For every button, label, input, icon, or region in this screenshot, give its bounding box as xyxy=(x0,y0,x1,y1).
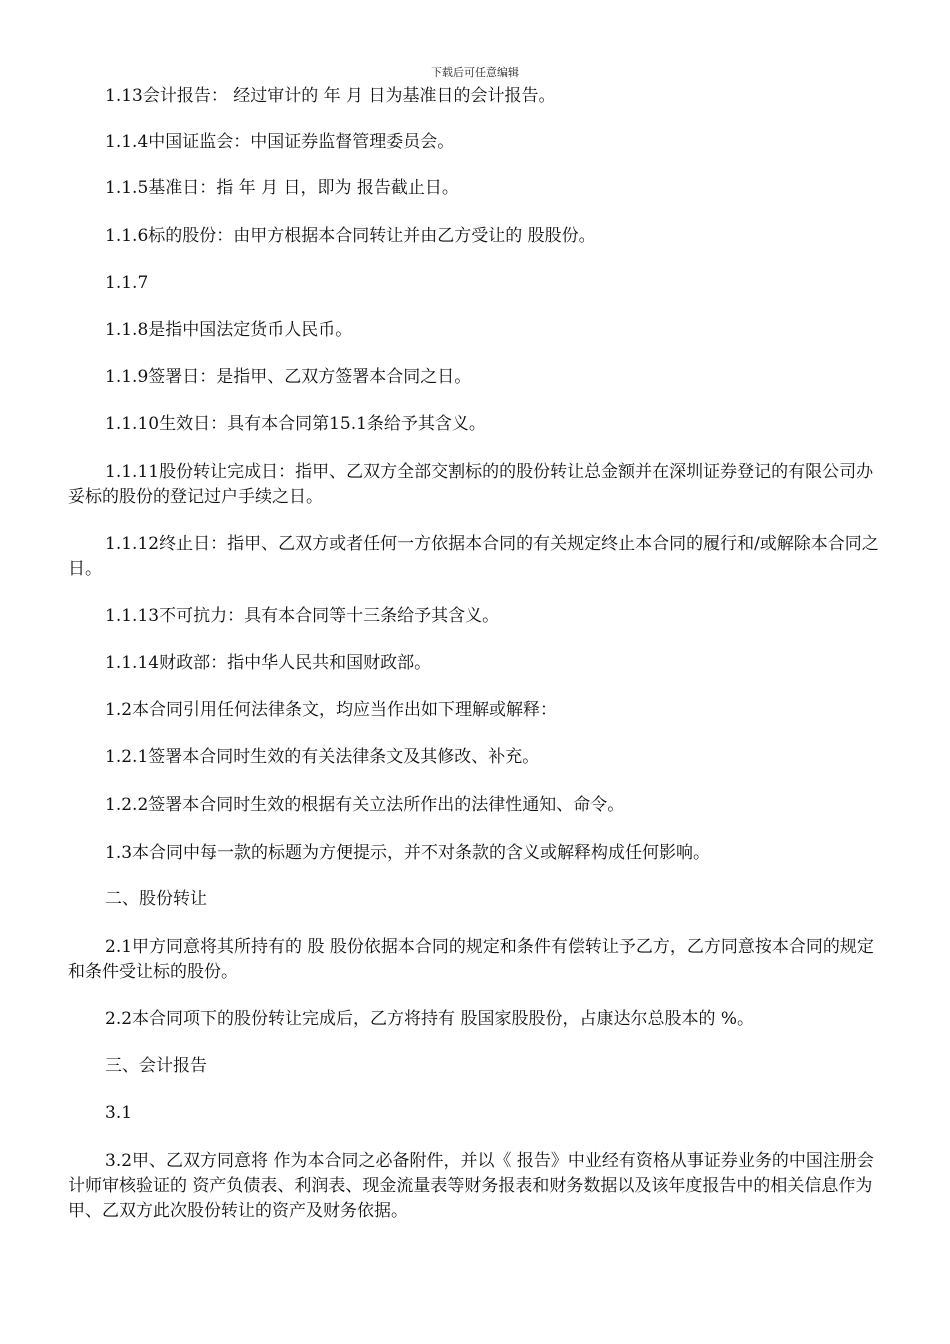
clause-2-2: 2.2本合同项下的股份转让完成后，乙方将持有 股国家股股份，占康达尔总股本的 %。 xyxy=(105,1009,754,1029)
clause-1-1-14: 1.1.14财政部：指中华人民共和国财政部。 xyxy=(105,653,432,673)
clause-1-1-5: 1.1.5基准日：指 年 月 日，即为 报告截止日。 xyxy=(105,178,459,198)
clause-1-3: 1.3本合同中每一款的标题为方便提示，并不对条款的含义或解释构成任何影响。 xyxy=(105,843,711,863)
clause-1-1-13: 1.1.13不可抗力：具有本合同等十三条给予其含义。 xyxy=(105,606,500,626)
clause-1-1-10: 1.1.10生效日：具有本合同第15.1条给予其含义。 xyxy=(105,414,486,434)
clause-1-1-4: 1.1.4中国证监会：中国证券监督管理委员会。 xyxy=(105,132,455,152)
clause-1-1-12: 1.1.12终止日：指甲、乙双方或者任何一方依据本合同的有关规定终止本合同的履行和/或解除本合同之日。 xyxy=(68,534,879,579)
clause-1-2-1: 1.2.1签署本合同时生效的有关法律条文及其修改、补充。 xyxy=(105,747,540,767)
clause-1-1-3: 1.13会计报告： 经过审计的 年 月 日为基准日的会计报告。 xyxy=(105,86,556,106)
clause-1-1-8: 1.1.8是指中国法定货币人民币。 xyxy=(105,320,353,340)
section-heading-3: 三、会计报告 xyxy=(105,1056,207,1076)
clause-2-1: 2.1甲方同意将其所持有的 股 股份依据本合同的规定和条件有偿转让予乙方，乙方同意按本合同的规定和条件受让标的股份。 xyxy=(68,937,874,982)
clause-3-2: 3.2甲、乙双方同意将 作为本合同之必备附件，并以《 报告》中业经有资格从事证券业务的中国注册会计师审核验证的 资产负债表、利润表、现金流量表等财务报表和财务数据以及该年度报告中的相关信息作为甲、乙双方此次股份转让的资产及财务依据。 xyxy=(68,1151,874,1221)
clause-1-1-6: 1.1.6标的股份：由甲方根据本合同转让并由乙方受让的 股股份。 xyxy=(105,226,596,246)
header-note: 下载后可任意编辑 xyxy=(431,66,519,79)
clause-1-1-9: 1.1.9签署日：是指甲、乙双方签署本合同之日。 xyxy=(105,367,472,387)
clause-1-1-7: 1.1.7 xyxy=(105,273,149,293)
clause-1-2: 1.2本合同引用任何法律条文，均应当作出如下理解或解释： xyxy=(105,700,558,720)
clause-3-1: 3.1 xyxy=(105,1103,133,1123)
clause-1-1-11: 1.1.11股份转让完成日：指甲、乙双方全部交割标的的股份转让总金额并在深圳证券登记的有限公司办妥标的股份的登记过户手续之日。 xyxy=(68,462,874,507)
section-heading-2: 二、股份转让 xyxy=(105,889,207,909)
clause-1-2-2: 1.2.2签署本合同时生效的根据有关立法所作出的法律性通知、命令。 xyxy=(105,795,625,815)
